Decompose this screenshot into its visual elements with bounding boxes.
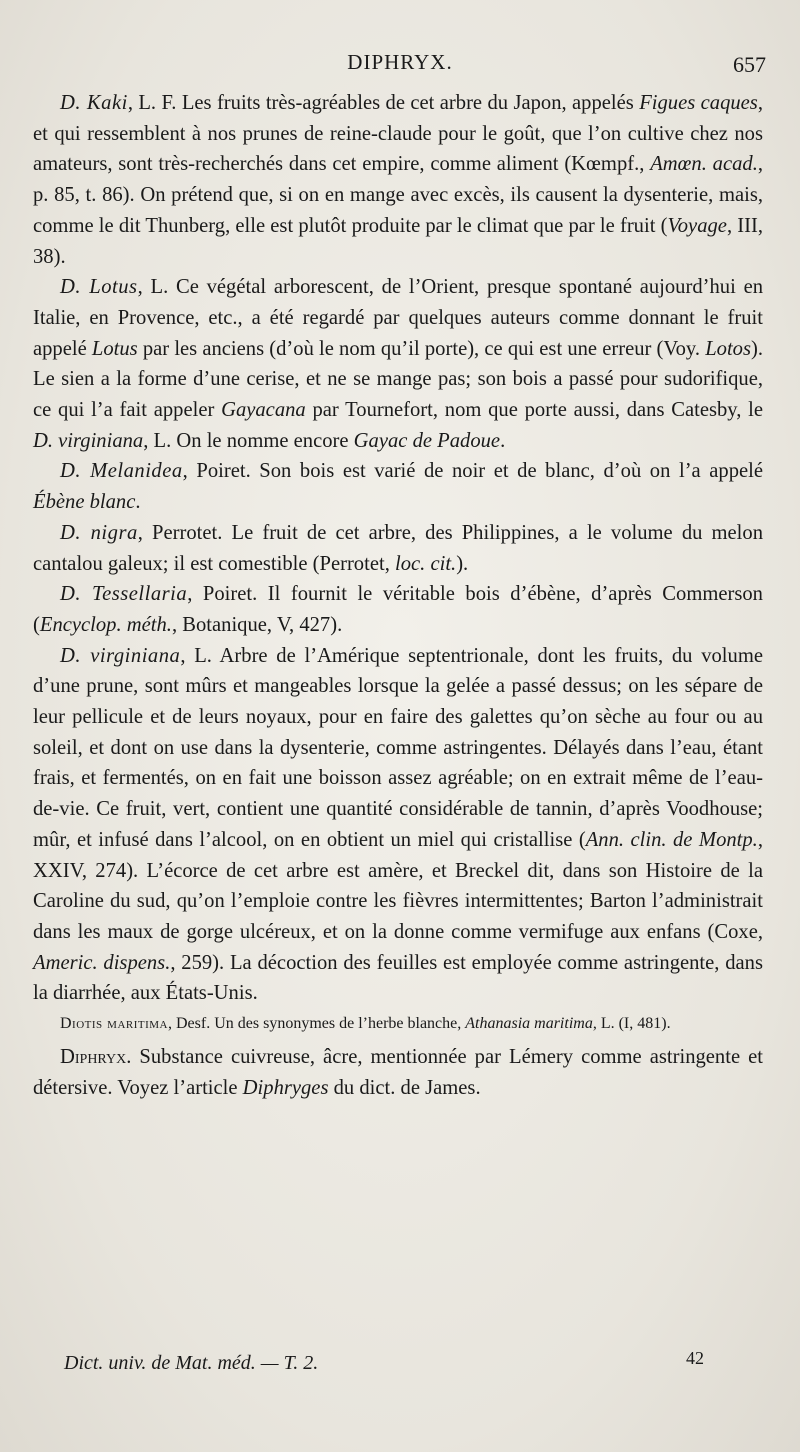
page-footer <box>64 1348 704 1382</box>
running-title: DIPHRYX. <box>347 50 453 74</box>
species-name: D. Melanidea <box>60 460 183 483</box>
species-name: D. Lotus <box>60 276 138 299</box>
entry-d-melanidea: D. Melanidea, Poiret. Son bois est varié de noir et de blanc, d’où on l’a appelé Ébène blanc. <box>33 460 763 514</box>
entry-d-kaki: D. Kaki, L. F. Les fruits très-agréables de cet arbre du Japon, appelés Figues caques, et qui ressemblent à nos prunes de reine-claude pour le goût, que l’on cultive chez nos amateurs, sont très-recherchés dans cet empire, comme aliment (Kœmpf., Amœn. acad., p. 85, t. 86). On prétend que, si on en mange avec excès, ils causent la dysenterie, mais, comme le dit Thunberg, elle est plutôt produite par le climat que par le fruit (Voyage, III, 38). <box>33 92 763 268</box>
body-text <box>33 88 763 1104</box>
page-number: 657 <box>733 52 766 77</box>
species-name: D. Tessellaria <box>60 583 188 606</box>
entry-diphryx: Diphryx. Substance cuivreuse, âcre, mentionnée par Lémery comme astringente et détersive. Voyez l’article Diphryges du dict. de James. <box>33 1046 763 1099</box>
entry-d-nigra: D. nigra, Perrotet. Le fruit de cet arbre, des Philippines, a le volume du melon cantalou galeux; il est comestible (Perrotet, loc. cit.). <box>33 521 764 575</box>
species-name: D. Kaki <box>60 92 128 114</box>
page-header <box>0 50 800 80</box>
entry-d-lotus: D. Lotus, L. Ce végétal arborescent, de l’Orient, presque spontané aujourd’hui en Italie, en Provence, etc., a été regardé par quelques auteurs comme donnant le fruit appelé Lotus par les anciens (d’où le nom qu’il porte), ce qui est une erreur (Voy. Lotos). Le sien a la forme d’une cerise, et ne se mange pas; son bois a passé pour sudorifique, ce qui l’a fait appeler Gayacana par Tournefort, nom que porte aussi, dans Catesby, le D. virginiana, L. On le nomme encore Gayac de Padoue. <box>33 276 764 452</box>
signature-line: Dict. univ. de Mat. méd. — T. 2. <box>64 1352 319 1374</box>
species-name: D. nigra <box>60 521 138 544</box>
entry-diotis-maritima: Diotis maritima, Desf. Un des synonymes de l’herbe blanche, Athanasia maritima, L. (I, 481). <box>60 1015 671 1033</box>
sheet-number: 42 <box>686 1348 704 1368</box>
species-name: D. virginiana <box>60 644 181 667</box>
entry-d-tessellaria: D. Tessellaria, Poiret. Il fournit le véritable bois d’ébène, d’après Commerson (Encyclop. méth., Botanique, V, 427). <box>33 583 763 636</box>
entry-title: Diphryx <box>60 1046 127 1069</box>
entry-d-virginiana: D. virginiana, L. Arbre de l’Amérique septentrionale, dont les fruits, du volume d’une prune, sont mûrs et mangeables lorsque la gelée a passé dessus; on les sépare de leur pellicule et de leurs noyaux, pour en faire des galettes qu’on sèche au four ou au soleil, et dont on use dans la dysenterie, comme astringentes. Délayés dans l’eau, étant frais, et fermentés, on en fait une boisson assez agréable; on en extrait même de l’eau-de-vie. Ce fruit, vert, contient une quantité considérable de tannin, d’après Voodhouse; mûr, et infusé dans l’alcool, on en obtient un miel qui cristallise (Ann. clin. de Montp., XXIV, 274). L’écorce de cet arbre est amère, et Breckel dit, dans son Histoire de la Caroline du sud, qu’on l’emploie contre les fièvres intermittentes; Barton l’administrait dans les maux de gorge ulcéreux, et on la donne comme vermifuge aux enfans (Coxe, Americ. dispens., 259). La décoction des feuilles est employée comme astringente, dans la diarrhée, aux États-Unis. <box>33 644 763 1005</box>
entry-title: Diotis maritima <box>60 1015 168 1033</box>
